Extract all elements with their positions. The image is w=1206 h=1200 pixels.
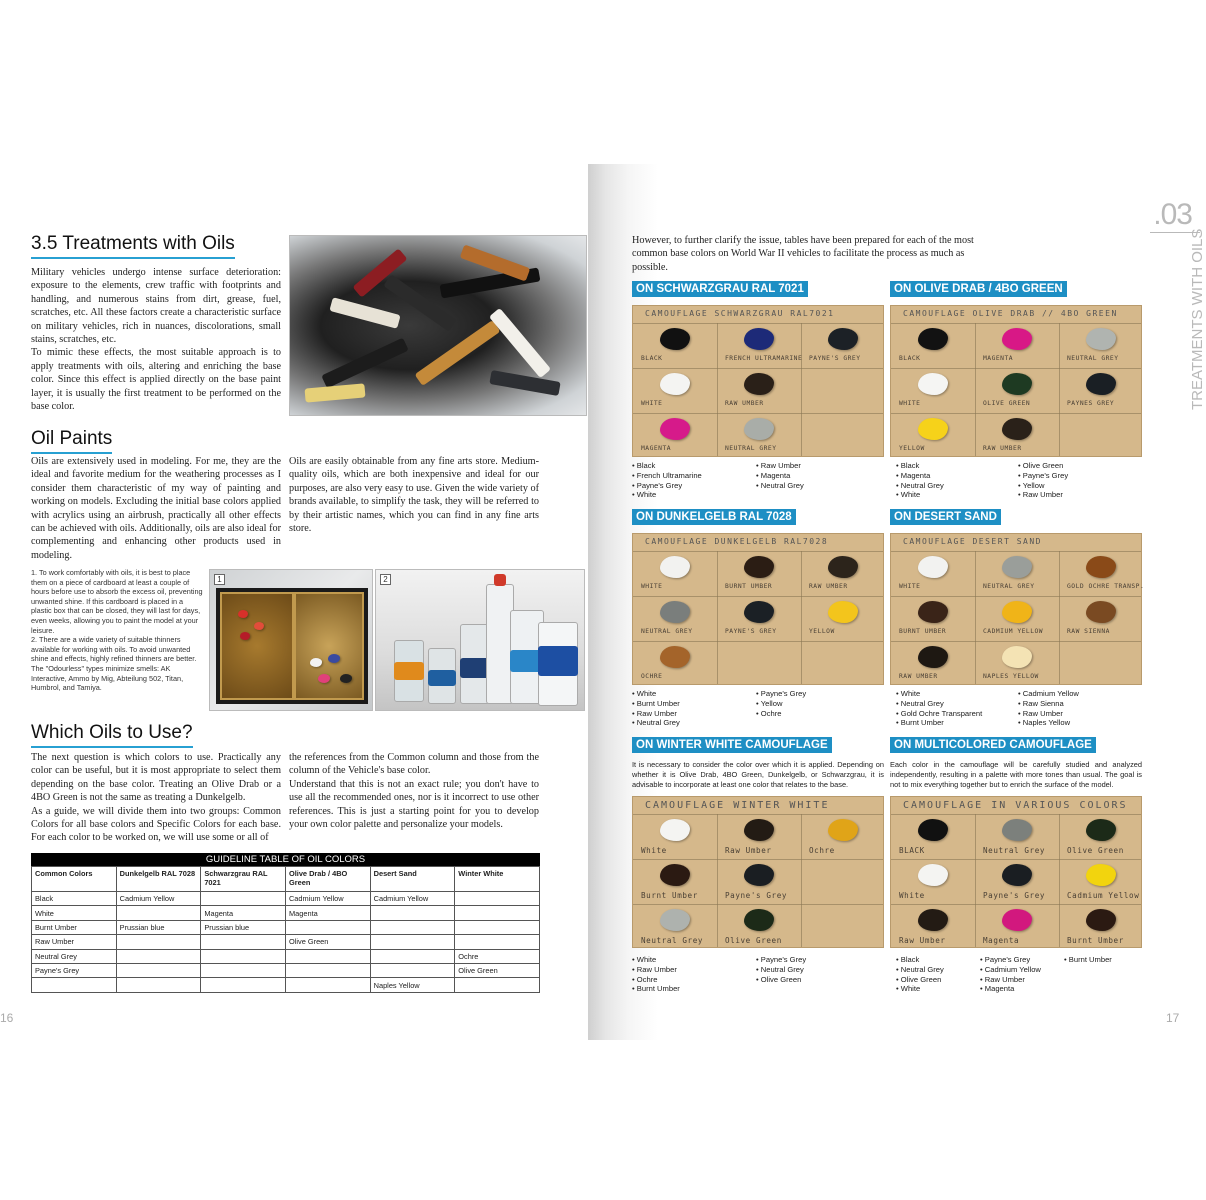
chapter-side-title: TREATMENTS WITH OILS	[1189, 228, 1206, 410]
table-cell: Cadmium Yellow	[116, 892, 201, 906]
swatch-label: NEUTRAL GREY	[983, 583, 1035, 590]
table-row	[32, 920, 540, 934]
grid-line	[801, 551, 802, 684]
swatch-label: BLACK	[899, 846, 925, 855]
table-header-cell: Desert Sand	[370, 867, 455, 892]
table-cell	[285, 949, 370, 963]
swatch-label: White	[899, 891, 925, 900]
color-list-item: • Payne's Grey	[756, 689, 806, 699]
swatch-label: PAYNES GREY	[1067, 400, 1115, 407]
grid-line	[633, 859, 883, 860]
grid-line	[717, 323, 718, 456]
grid-line	[891, 641, 1141, 642]
color-list-item: • Olive Green	[756, 975, 806, 985]
table-cell	[455, 906, 540, 920]
table-cell: Cadmium Yellow	[370, 892, 455, 906]
color-list	[1064, 955, 1112, 965]
swatch-label: White	[641, 846, 667, 855]
table-header-cell: Dunkelgelb RAL 7028	[116, 867, 201, 892]
table-cell: Neutral Grey	[32, 949, 117, 963]
grid-line	[633, 641, 883, 642]
paint-swatch	[918, 909, 948, 931]
grid-line	[1059, 814, 1060, 947]
paint-swatch	[1002, 819, 1032, 841]
table-cell	[116, 935, 201, 949]
color-list-item: • Ochre	[632, 975, 680, 985]
swatch-label: CADMIUM YELLOW	[983, 628, 1044, 635]
swatch-card-header: CAMOUFLAGE SCHWARZGRAU RAL7021	[645, 309, 835, 318]
swatch-label: BURNT UMBER	[725, 583, 773, 590]
paint-swatch	[660, 556, 690, 578]
color-list-item: • Magenta	[980, 984, 1041, 994]
swatch-label: NEUTRAL GREY	[641, 628, 693, 635]
paint-swatch	[744, 601, 774, 623]
paint-swatch	[660, 819, 690, 841]
paint-swatch	[1086, 819, 1116, 841]
table-cell: Magenta	[285, 906, 370, 920]
swatch-card	[632, 305, 884, 457]
table-cell	[285, 920, 370, 934]
paint-swatch	[744, 556, 774, 578]
table-header-cell: Common Colors	[32, 867, 117, 892]
paint-swatch	[1002, 864, 1032, 886]
table-cell	[32, 978, 117, 992]
guideline-table	[31, 866, 540, 993]
table-cell	[201, 935, 286, 949]
color-list-item: • Cadmium Yellow	[1018, 689, 1079, 699]
paint-swatch	[918, 864, 948, 886]
panel-title: ON OLIVE DRAB / 4BO GREEN	[890, 281, 1067, 297]
color-list-item: • Burnt Umber	[1064, 955, 1112, 965]
grid-line	[975, 323, 976, 456]
intro-text	[31, 266, 281, 413]
right-intro-text: However, to further clarify the issue, tables have been prepared for each of the most common base colors on World War II vehicles to facilitate the process as much as possible.	[632, 235, 974, 273]
table-cell	[201, 963, 286, 977]
paint-swatch	[918, 601, 948, 623]
swatch-label: Olive Green	[1067, 846, 1124, 855]
chapter-number: .03	[1153, 198, 1192, 231]
swatch-label: Payne's Grey	[725, 891, 788, 900]
swatch-label: Olive Green	[725, 936, 782, 945]
panel-title: ON SCHWARZGRAU RAL 7021	[632, 281, 808, 297]
table-cell	[116, 978, 201, 992]
swatch-card	[632, 533, 884, 685]
intro-paragraph: To mimic these effects, the most suitable approach is to apply treatments with oils, altering and enriching the base color. Since this effect is applied directly on the base paint layer, it is usually the first treatment to be performed on the base color.	[31, 347, 281, 413]
paint-swatch	[1086, 556, 1116, 578]
table-header-row	[32, 867, 540, 892]
paint-swatch	[918, 646, 948, 668]
color-list-item: • Olive Green	[1018, 461, 1068, 471]
table-cell: White	[32, 906, 117, 920]
table-cell: Magenta	[201, 906, 286, 920]
which-oils-title: Which Oils to Use?	[31, 722, 193, 748]
paint-swatch	[828, 601, 858, 623]
swatch-label: RAW UMBER	[725, 400, 764, 407]
grid-line	[891, 368, 1141, 369]
paint-swatch	[744, 909, 774, 931]
grid-line	[891, 413, 1141, 414]
oil-colors-table	[31, 853, 540, 993]
table-cell	[116, 906, 201, 920]
swatch-label: RAW UMBER	[899, 673, 938, 680]
grid-line	[633, 323, 883, 324]
table-cell	[455, 920, 540, 934]
color-list-item: • Neutral Grey	[756, 481, 804, 491]
color-list-item: • Burnt Umber	[896, 718, 982, 728]
swatch-label: Burnt Umber	[1067, 936, 1124, 945]
color-list	[896, 689, 982, 728]
swatch-label: Ochre	[809, 846, 835, 855]
table-cell	[201, 978, 286, 992]
swatch-label: Cadmium Yellow	[1067, 891, 1140, 900]
page-number-right: 17	[1166, 1011, 1180, 1025]
table-row	[32, 963, 540, 977]
swatch-label: YELLOW	[899, 445, 925, 452]
grid-line	[717, 551, 718, 684]
color-list-item: • Payne's Grey	[632, 481, 702, 491]
table-row	[32, 978, 540, 992]
panel-title: ON DUNKELGELB RAL 7028	[632, 509, 796, 525]
section-title: 3.5 Treatments with Oils	[31, 233, 235, 259]
grid-line	[801, 323, 802, 456]
table-cell	[455, 892, 540, 906]
which-oils-col1	[31, 751, 281, 845]
grid-line	[717, 814, 718, 947]
table-cell	[455, 978, 540, 992]
swatch-label: Payne's Grey	[983, 891, 1046, 900]
swatch-label: OLIVE GREEN	[983, 400, 1031, 407]
oil-paints-title: Oil Paints	[31, 428, 112, 454]
swatch-card-header: CAMOUFLAGE DUNKELGELB RAL7028	[645, 537, 829, 546]
table-cell	[285, 963, 370, 977]
which-oils-paragraph: the references from the Common column and those from the column of the Vehicle's base color.	[289, 752, 539, 777]
color-list-item: • Magenta	[756, 471, 804, 481]
color-list-item: • Neutral Grey	[896, 965, 944, 975]
swatch-label: GOLD OCHRE TRANSP.	[1067, 583, 1145, 590]
paint-swatch	[660, 328, 690, 350]
color-list-item: • Burnt Umber	[632, 984, 680, 994]
color-list-item: • White	[896, 689, 982, 699]
table-header-cell: Winter White	[455, 867, 540, 892]
color-list	[896, 461, 944, 500]
table-cell	[370, 949, 455, 963]
paint-swatch	[918, 819, 948, 841]
photo-note: 1. To work comfortably with oils, it is best to place them on a piece of cardboard at least a couple of hours before use to absorb the excess oil, preventing unwanted shine. If this cardboard is placed in a plastic box that can be closed, they will last for days, even weeks, allowing you to paint the model at your leisure.	[31, 568, 203, 635]
panel-description: It is necessary to consider the color over which it is applied. Depending on whether it is Olive Drab, 4BO Green, Dunkelgelb, or Schwarzgrau, it is advisable to incorporate at least one color that relates to the base.	[632, 760, 884, 789]
swatch-label: PAYNE'S GREY	[725, 628, 777, 635]
color-list-item: • White	[896, 984, 944, 994]
paint-swatch	[1086, 373, 1116, 395]
color-list	[756, 689, 806, 718]
table-cell: Olive Green	[455, 963, 540, 977]
paint-swatch	[660, 601, 690, 623]
grid-line	[891, 323, 1141, 324]
swatch-label: OCHRE	[641, 673, 663, 680]
color-list-item: • Raw Umber	[632, 709, 680, 719]
paint-swatch	[828, 819, 858, 841]
swatch-card	[890, 533, 1145, 685]
swatch-label: Neutral Grey	[641, 936, 704, 945]
color-list	[756, 461, 804, 490]
color-list-item: • Gold Ochre Transparent	[896, 709, 982, 719]
oil-paints-col2	[289, 455, 539, 535]
photo-notes	[31, 568, 203, 693]
table-row	[32, 935, 540, 949]
color-list-item: • White	[632, 490, 702, 500]
grid-line	[633, 368, 883, 369]
color-list	[632, 955, 680, 994]
paint-swatch	[1086, 864, 1116, 886]
swatch-label: PAYNE'S GREY	[809, 355, 861, 362]
paint-swatch	[1086, 328, 1116, 350]
grid-line	[891, 814, 1141, 815]
page-number-left: 16	[0, 1011, 14, 1025]
color-list-item: • Payne's Grey	[1018, 471, 1068, 481]
swatch-card-header: CAMOUFLAGE OLIVE DRAB // 4BO GREEN	[903, 309, 1118, 318]
swatch-label: MAGENTA	[983, 355, 1014, 362]
grid-line	[633, 596, 883, 597]
swatch-label: YELLOW	[809, 628, 835, 635]
swatch-label: RAW UMBER	[983, 445, 1022, 452]
grid-line	[633, 904, 883, 905]
thinner-bottles-photo	[375, 569, 585, 711]
paint-swatch	[918, 556, 948, 578]
paint-swatch	[660, 373, 690, 395]
table-cell	[370, 906, 455, 920]
swatch-card	[890, 305, 1142, 457]
table-header-cell: Olive Drab / 4BO Green	[285, 867, 370, 892]
swatch-card-header: CAMOUFLAGE DESERT SAND	[903, 537, 1042, 546]
grid-line	[801, 814, 802, 947]
paint-swatch	[1002, 556, 1032, 578]
color-list-item: • Magenta	[896, 471, 944, 481]
color-list-item: • Black	[896, 461, 944, 471]
swatch-card	[632, 796, 884, 948]
table-header-cell: Schwarzgrau RAL 7021	[201, 867, 286, 892]
panel-title: ON DESERT SAND	[890, 509, 1001, 525]
intro-paragraph: Military vehicles undergo intense surface deterioration: exposure to the elements, crew traffic with footprints and handling, and numerous stains from dirt, grease, fuel, scratches, etc. All these factors create a characteristic surface on military vehicles, rich in nuances, discolorations, small stains, scratches, etc.	[31, 267, 281, 346]
paint-swatch	[744, 418, 774, 440]
photo-number-badge: 1	[214, 574, 225, 585]
paint-swatch	[1002, 909, 1032, 931]
grid-line	[975, 814, 976, 947]
color-list-item: • Black	[632, 461, 702, 471]
which-oils-paragraph: As a guide, we will divide them into two groups: Common Colors for all base colors and Specific Colors for each base. For each color to be worked on, we will use some or all of	[31, 805, 281, 844]
swatch-card-header: CAMOUFLAGE WINTER WHITE	[645, 800, 830, 811]
paint-swatch	[828, 328, 858, 350]
paint-swatch	[1086, 601, 1116, 623]
color-list-item: • Raw Umber	[1018, 490, 1068, 500]
swatch-card	[890, 796, 1142, 948]
table-cell: Naples Yellow	[370, 978, 455, 992]
swatch-label: BLACK	[641, 355, 663, 362]
paint-swatch	[1002, 328, 1032, 350]
color-list-item: • Neutral Grey	[896, 481, 944, 491]
swatch-card-header: CAMOUFLAGE IN VARIOUS COLORS	[903, 800, 1128, 811]
swatch-label: NEUTRAL GREY	[1067, 355, 1119, 362]
color-list-item: • White	[632, 689, 680, 699]
color-list	[632, 689, 680, 728]
table-cell	[116, 949, 201, 963]
color-list-item: • Burnt Umber	[632, 699, 680, 709]
paint-swatch	[918, 373, 948, 395]
paint-swatch	[660, 864, 690, 886]
paint-swatch	[744, 328, 774, 350]
color-list-item: • Raw Umber	[756, 461, 804, 471]
paint-swatch	[660, 909, 690, 931]
swatch-label: NEUTRAL GREY	[725, 445, 777, 452]
color-list-item: • Olive Green	[896, 975, 944, 985]
paint-swatch	[918, 328, 948, 350]
grid-line	[1059, 323, 1060, 456]
grid-line	[975, 551, 976, 684]
swatch-label: RAW SIENNA	[1067, 628, 1110, 635]
paint-swatch	[744, 373, 774, 395]
which-oils-paragraph: Understand that this is not an exact rule; you don't have to use all the recommended ones, nor is it incorrect to use other references. This is just a starting point for you to develop your own color palette and personalize your models.	[289, 778, 539, 831]
swatch-label: RAW UMBER	[809, 583, 848, 590]
grid-line	[633, 413, 883, 414]
paint-swatch	[660, 646, 690, 668]
color-list-item: • Payne's Grey	[756, 955, 806, 965]
swatch-label: WHITE	[641, 400, 663, 407]
table-cell: Prussian blue	[201, 920, 286, 934]
table-cell	[201, 892, 286, 906]
grid-line	[891, 551, 1141, 552]
table-cell: Raw Umber	[32, 935, 117, 949]
table-cell	[201, 949, 286, 963]
color-list	[632, 461, 702, 500]
color-list	[1018, 461, 1068, 500]
swatch-label: MAGENTA	[641, 445, 672, 452]
swatch-label: Neutral Grey	[983, 846, 1046, 855]
paint-swatch	[1002, 373, 1032, 395]
table-cell: Black	[32, 892, 117, 906]
swatch-label: WHITE	[899, 583, 921, 590]
paint-swatch	[1002, 601, 1032, 623]
color-list	[896, 955, 944, 994]
table-cell: Prussian blue	[116, 920, 201, 934]
swatch-label: WHITE	[899, 400, 921, 407]
color-list-item: • Cadmium Yellow	[980, 965, 1041, 975]
color-list-item: • French Ultramarine	[632, 471, 702, 481]
table-cell: Payne's Grey	[32, 963, 117, 977]
paint-swatch	[1002, 418, 1032, 440]
oil-tubes-photo	[289, 235, 587, 416]
oil-paints-col1	[31, 455, 281, 562]
paint-swatch	[1002, 646, 1032, 668]
color-list-item: • Raw Sienna	[1018, 699, 1079, 709]
color-list-item: • Yellow	[756, 699, 806, 709]
swatch-label: BLACK	[899, 355, 921, 362]
color-list-item: • Yellow	[1018, 481, 1068, 491]
oil-paints-paragraph: Oils are easily obtainable from any fine arts store. Medium-quality oils, which are both inexpensive and ideal for our purposes, are also very easy to use. Given the wide variety of brands available, to simplify the task, they will be referred to by their artistic names, which you can find in any fine arts store.	[289, 456, 539, 535]
paint-swatch	[918, 418, 948, 440]
grid-line	[891, 596, 1141, 597]
table-cell	[285, 978, 370, 992]
table-cell	[116, 963, 201, 977]
color-list	[756, 955, 806, 984]
grid-line	[891, 904, 1141, 905]
color-list-item: • Neutral Grey	[632, 718, 680, 728]
grid-line	[633, 551, 883, 552]
table-cell	[370, 935, 455, 949]
table-row	[32, 906, 540, 920]
color-list-item: • Raw Umber	[1018, 709, 1079, 719]
color-list-item: • White	[896, 490, 944, 500]
color-list-item: • Payne's Grey	[980, 955, 1041, 965]
color-list-item: • White	[632, 955, 680, 965]
paint-swatch	[828, 556, 858, 578]
table-cell	[455, 935, 540, 949]
paint-swatch	[744, 819, 774, 841]
color-list-item: • Neutral Grey	[896, 699, 982, 709]
table-cell: Ochre	[455, 949, 540, 963]
color-list-item: • Neutral Grey	[756, 965, 806, 975]
swatch-label: WHITE	[641, 583, 663, 590]
color-list-item: • Naples Yellow	[1018, 718, 1079, 728]
table-title: GUIDELINE TABLE OF OIL COLORS	[31, 853, 540, 866]
swatch-label: Raw Umber	[899, 936, 946, 945]
swatch-label: FRENCH ULTRAMARINE	[725, 355, 803, 362]
table-row	[32, 892, 540, 906]
paint-swatch	[744, 864, 774, 886]
table-cell	[370, 963, 455, 977]
grid-line	[891, 859, 1141, 860]
which-oils-col2	[289, 751, 539, 831]
color-list-item: • Black	[896, 955, 944, 965]
swatch-label: Raw Umber	[725, 846, 772, 855]
panel-description: Each color in the camouflage will be carefully studied and analyzed independently, resulting in a palette with more tones than usual. The goal is not to mix everything together but to enrich the surface of the model.	[890, 760, 1142, 789]
swatch-label: Magenta	[983, 936, 1020, 945]
swatch-label: Burnt Umber	[641, 891, 698, 900]
color-list-item: • Ochre	[756, 709, 806, 719]
photo-note: 2. There are a wide variety of suitable thinners available for working with oils. To avoid unwanted shine and effects, highly refined thinners are better. The "Odourless" types minimize smells: AK Interactive, Ammo by Mig, Abteilung 502, Titan, Humbrol, and Tamiya.	[31, 635, 197, 693]
grid-line	[633, 814, 883, 815]
paint-swatch	[1086, 909, 1116, 931]
color-list	[1018, 689, 1079, 728]
photo-number-badge: 2	[380, 574, 391, 585]
oil-paints-paragraph: Oils are extensively used in modeling. For me, they are the ideal and favorite medium for the weathering processes as I consider them characteristic of my way of painting and working on models. Excluding the initial base colors applied with acrylics using an airbrush, practically all other effects can be achieved with oils. Additionally, oils are also ideal for complementing and enhancing other products used in modeling.	[31, 456, 281, 561]
table-cell	[370, 920, 455, 934]
swatch-label: BURNT UMBER	[899, 628, 947, 635]
cardboard-oils-photo	[209, 569, 373, 711]
table-cell: Olive Green	[285, 935, 370, 949]
table-cell: Burnt Umber	[32, 920, 117, 934]
color-list-item: • Raw Umber	[980, 975, 1041, 985]
color-list	[980, 955, 1041, 994]
panel-title: ON MULTICOLORED CAMOUFLAGE	[890, 737, 1096, 753]
color-list-item: • Raw Umber	[632, 965, 680, 975]
table-cell: Cadmium Yellow	[285, 892, 370, 906]
grid-line	[1059, 551, 1060, 684]
panel-title: ON WINTER WHITE CAMOUFLAGE	[632, 737, 832, 753]
swatch-label: NAPLES YELLOW	[983, 673, 1039, 680]
paint-swatch	[660, 418, 690, 440]
which-oils-paragraph: The next question is which colors to use. Practically any color can be useful, but it is most appropriate to select them depending on the base color. Treating an Olive Drab or a 4BO Green is not the same as treating a Dunkelgelb.	[31, 752, 281, 804]
table-row	[32, 949, 540, 963]
